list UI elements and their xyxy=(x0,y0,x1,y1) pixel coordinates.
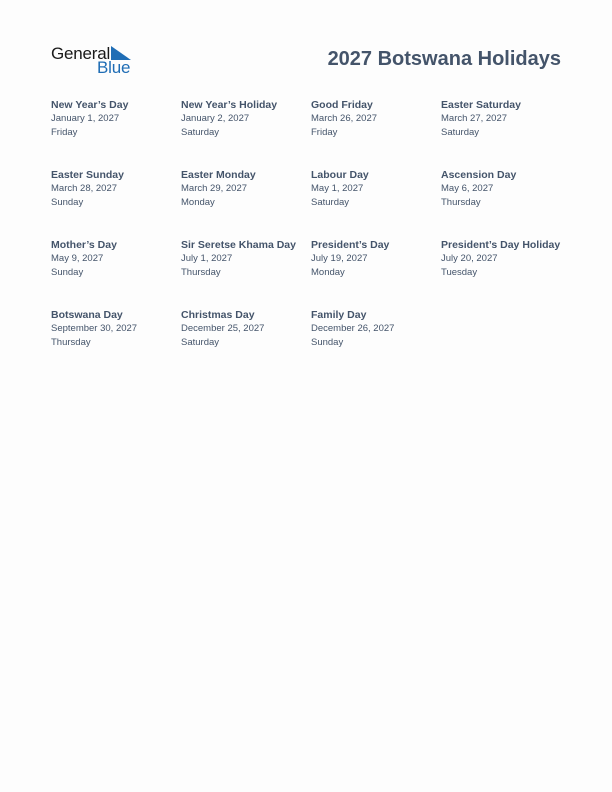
holiday-weekday: Tuesday xyxy=(441,267,478,278)
holiday-weekday: Sunday xyxy=(51,197,84,208)
holiday-item xyxy=(311,239,439,280)
holiday-name: New Year’s Holiday xyxy=(181,99,278,111)
holiday-item xyxy=(311,169,439,210)
holiday-date: May 1, 2027 xyxy=(311,183,364,194)
holiday-date: January 1, 2027 xyxy=(51,113,120,124)
holiday-date: May 6, 2027 xyxy=(441,183,494,194)
holiday-item xyxy=(441,169,569,210)
holiday-date: July 19, 2027 xyxy=(311,253,368,264)
holiday-weekday: Sunday xyxy=(51,267,84,278)
holiday-name: President’s Day xyxy=(311,239,390,251)
holiday-date: July 20, 2027 xyxy=(441,253,498,264)
holiday-item xyxy=(311,309,439,350)
holiday-item xyxy=(51,99,179,140)
holiday-date: March 28, 2027 xyxy=(51,183,118,194)
holiday-date: March 27, 2027 xyxy=(441,113,508,124)
holiday-weekday: Monday xyxy=(311,267,345,278)
holiday-weekday: Sunday xyxy=(311,337,344,348)
holiday-weekday: Monday xyxy=(181,197,215,208)
holiday-name: Labour Day xyxy=(311,169,369,181)
holiday-name: Easter Sunday xyxy=(51,169,124,181)
holiday-name: New Year’s Day xyxy=(51,99,129,111)
holiday-name: Mother’s Day xyxy=(51,239,117,251)
holiday-date: March 26, 2027 xyxy=(311,113,378,124)
holiday-date: July 1, 2027 xyxy=(181,253,233,264)
holiday-date: January 2, 2027 xyxy=(181,113,250,124)
holiday-item xyxy=(181,169,309,210)
holiday-item xyxy=(51,239,179,280)
holiday-date: March 29, 2027 xyxy=(181,183,248,194)
holiday-name: Sir Seretse Khama Day xyxy=(181,239,296,251)
holiday-weekday: Thursday xyxy=(51,337,91,348)
holiday-weekday: Thursday xyxy=(181,267,221,278)
holiday-name: Easter Saturday xyxy=(441,99,521,111)
holiday-weekday: Friday xyxy=(51,127,78,138)
logo-word-blue: Blue xyxy=(97,58,131,77)
holiday-weekday: Saturday xyxy=(181,337,220,348)
holiday-name: President’s Day Holiday xyxy=(441,239,561,251)
holiday-date: December 26, 2027 xyxy=(311,323,395,334)
page-title: 2027 Botswana Holidays xyxy=(327,48,561,70)
holiday-date: December 25, 2027 xyxy=(181,323,265,334)
company-logo xyxy=(51,44,141,78)
holiday-item xyxy=(51,309,179,350)
holiday-weekday: Saturday xyxy=(311,197,350,208)
holiday-item xyxy=(51,169,179,210)
holiday-name: Christmas Day xyxy=(181,309,255,321)
holiday-item xyxy=(181,99,309,140)
holiday-date: September 30, 2027 xyxy=(51,323,138,334)
holiday-item xyxy=(441,239,569,280)
holiday-weekday: Saturday xyxy=(181,127,220,138)
holiday-date: May 9, 2027 xyxy=(51,253,104,264)
holiday-name: Botswana Day xyxy=(51,309,123,321)
holiday-name: Family Day xyxy=(311,309,367,321)
holiday-name: Good Friday xyxy=(311,99,373,111)
holiday-item xyxy=(181,309,309,350)
holiday-item xyxy=(441,99,569,140)
holiday-weekday: Thursday xyxy=(441,197,481,208)
holiday-weekday: Saturday xyxy=(441,127,480,138)
holiday-weekday: Friday xyxy=(311,127,338,138)
holiday-name: Easter Monday xyxy=(181,169,256,181)
logo-word-general: General xyxy=(51,44,111,63)
holiday-name: Ascension Day xyxy=(441,169,517,181)
holiday-item xyxy=(181,239,309,280)
holiday-item xyxy=(311,99,439,140)
